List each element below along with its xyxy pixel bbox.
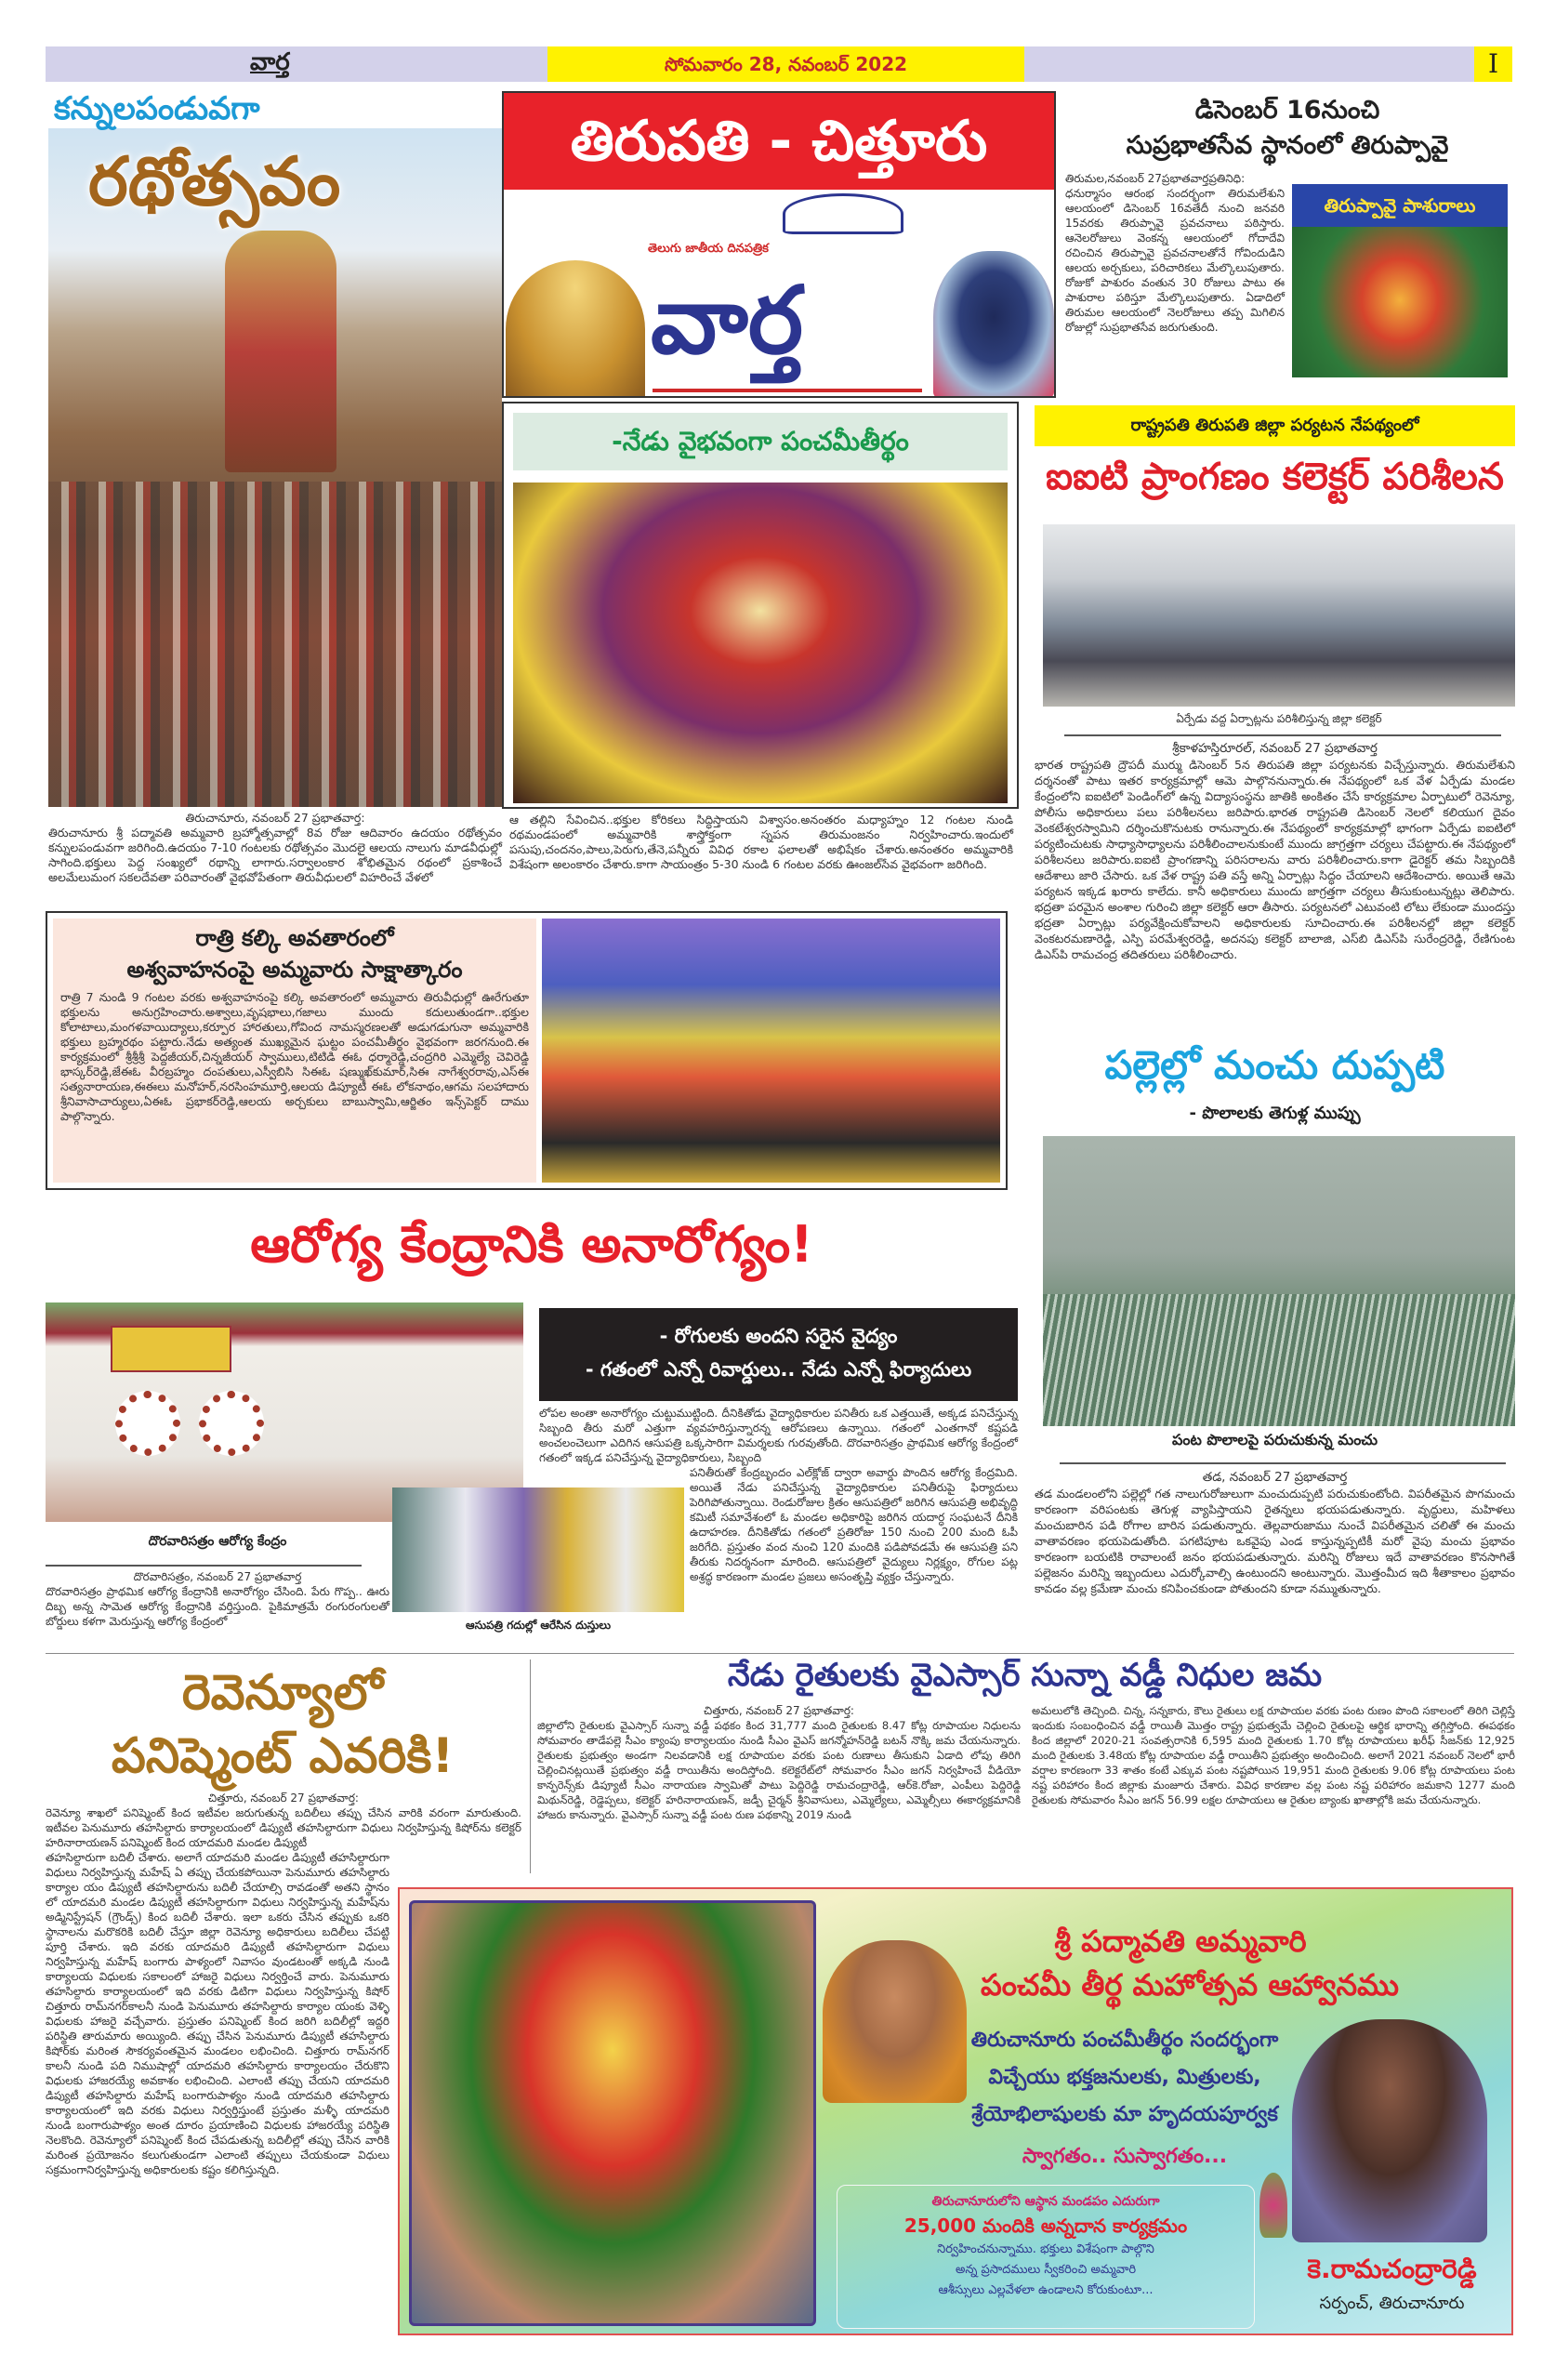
revenue-headline-1: రెవెన్యూలో: [181, 1665, 384, 1721]
rathotsavam-dateline: తిరుచానూరు, నవంబర్ 27 ప్రభాతవార్త:: [185, 811, 365, 825]
tiruppavai-headline-2: సుప్రభాతసేవ స్థానంలో తిరుప్పావై: [1126, 131, 1449, 160]
ad-line-2: విచ్చేయు భక్తజనులకు, మిత్రులకు,: [988, 2066, 1261, 2089]
field-rows: [1043, 1294, 1515, 1426]
arogya-body-right-2: పనితీరుతో కేంద్రబృందం ఎల్‌క్లోజ్ ద్వారా అవార్డు పొందిన ఆరోగ్య కేంద్రమిది. అయితే నేడు పనిచేస్తున్న వైద్యాధికారుల పనితీరుపై ఫిర్యాదులు పెరిగిపోతున్నాయి. రెండురోజుల క్రితం ఆసుపత్రిలో జరిగిన ఆసుపత్రి అభివృద్ధి కమిటీ సమావేశంలో ఓ మండల అధికారిపై జరిగిన యదార్ధ సంఘటనే దీనికి ఉదాహరణ. దీనికితోడు గతంలో ప్రతిరోజు 150 నుంచి 200 మంది ఓపీ జరిగేది. ప్రస్తుతం వంద నుంచి 120 మందికి పడిపోవడమే ఈ ఆసుపత్రి పని తీరుకు నిదర్శనంగా మారింది. ఆసుపత్రిలో వైద్యులు నిర్లక్ష్యం, రోగుల పట్ల అశ్రద్ధ కారణంగా మండల ప్రజలు అసంతృప్తి వ్యక్తం చేస్తున్నారు.: [690, 1466, 1018, 1583]
section-divider: [46, 1653, 1514, 1654]
manchu-rule: [1060, 1462, 1506, 1464]
edition-title: తిరుపతి - చిత్తూరు: [570, 109, 988, 174]
panchami-headline-bar: [513, 413, 1008, 470]
arogya-caption-2: ఆసుపత్రి గదుల్లో ఆరేసిన దుస్తులు: [466, 1619, 611, 1632]
iit-text: [1035, 740, 1515, 962]
masthead-logo: వార్త: [651, 266, 804, 375]
manchu-subhead: - పొలాలకు తెగుళ్ల ముప్పు: [1189, 1104, 1361, 1123]
kalki-procession-photo: [542, 919, 1000, 1183]
paper-logo-small: వార్త: [250, 48, 290, 76]
column-divider: [530, 1659, 531, 1873]
page-number-box: [1474, 46, 1512, 82]
rathotsavam-kicker: కన్నులపండువగా: [54, 90, 260, 127]
iit-caption: ఏర్పేడు వద్ద ఏర్పాట్లను పరిశీలిస్తున్న జిల్లా కలెక్టర్: [1176, 712, 1382, 725]
panchami-box: [502, 402, 1019, 809]
rythu-body-2: అమలులోకి తెచ్చింది. చిన్న, సన్నకారు, కౌలు రైతులు లక్ష రూపాయల వరకు పంట రుణం పొంది సకాలంలో తిరిగి చెల్లిస్తే ఇందుకు సంబంధించిన వడ్డీ రాయితీ మొత్తం రాష్ట్ర ప్రభుత్వమే చెల్లించి రైతులపై ఆర్థిక భారాన్ని తగ్గిస్తోంది. ఈపథకం కింద జిల్లాలో 2020-21 సంవత్సరానికి 6,595 మంది రైతులకు 1.70 కోట్ల రూపాయలు ఖరీఫ్ సీజన్‌కు 12,925 మంది రైతులకు 3.48య కోట్ల రూపాయల వడ్డీ రాయితీని ప్రభుత్వం అందించింది. అలాగే 2021 నవంబర్ నెలలో భారీ వర్షాల కారణంగా 33 శాతం కంటే ఎక్కువ పంట నష్టపోయిన 19,951 మంది రైతులకు 9.06 కోట్ల రూపాయలు పంట నష్ట పరిహారం కింద జిల్లాకు మంజూరు చేశారు. వివిధ కారణాల వల్ల పంట నష్ట పరిహారం జమకాని 1277 మంది రైతులకు సోమవారం సీఎం జగన్ 56.99 లక్షల రూపాయలు ఆ రైతుల బ్యాంకు ఖాతాల్లోకి జమ చేయనున్నారు.: [1032, 1704, 1515, 1806]
arogya-subhead-box: [539, 1308, 1018, 1401]
ad-deity-photo: [409, 1900, 816, 2326]
tiruppavai-text: [1065, 171, 1285, 335]
ad-box-line-2: 25,000 మందికి అన్నదాన కార్యక్రమం: [903, 2215, 1188, 2237]
issue-date: సోమవారం 28, నవంబర్ 2022: [664, 53, 908, 75]
arogya-box-line-2: - గతంలో ఎన్నో రివార్డులు.. నేడు ఎన్నో ఫిర్యాదులు: [585, 1358, 972, 1381]
ad-annadanam-box: [837, 2185, 1255, 2329]
revenue-headline-2: పనిష్మెంట్ ఎవరికి!: [111, 1728, 455, 1784]
rathotsavam-photo: [48, 128, 502, 807]
edition-band: [504, 93, 1054, 190]
wall-mural: [199, 1391, 264, 1456]
rathotsavam-text: [48, 811, 502, 885]
iit-kicker-bar: [1035, 405, 1515, 446]
kalki-box: [46, 911, 1008, 1190]
iit-headline: ఐఐటి ప్రాంగణం కలెక్టర్ పరిశీలన: [1046, 456, 1504, 498]
kalki-headline-1: రాత్రి కల్కి అవతారంలో: [195, 925, 394, 951]
tiruppavai-image-banner: [1292, 184, 1508, 227]
manchu-text: [1035, 1469, 1515, 1596]
ad-title-1: శ్రీ పద్మావతి అమ్మవారి: [1054, 1924, 1307, 1959]
rathotsavam-body: తిరుచానూరు శ్రీ పద్మావతి అమ్మవారి బ్రహ్మోత్సవాల్లో 8వ రోజు ఆదివారం ఉదయం రథోత్సవం కన్నులపండువగా జరిగింది.ఉదయం 7-10 గంటలకు రథోత్సవం మొదలై ఆలయ నాలుగు మాడవీధుల్లో సాగింది.భక్తులు పెద్ద సంఖ్యలో రథాన్ని లాగారు.సర్వాలంకార శోభితమైన రథంలో ప్రకాశించే అలమేలుమంగ సకలదేవతా పరివారంతో వైభవోపేతంగా తిరువీధులలో విహరించే వేళలో: [48, 826, 502, 884]
arogya-box-line-1: - రోగులకు అందని సరైన వైద్యం: [659, 1325, 898, 1347]
iit-dateline: శ్రీకాళహస్తిరూరల్, నవంబర్ 27 ప్రభాతవార్త: [1172, 741, 1378, 756]
ad-box-line-4: అన్న ప్రసాదములు స్వీకరించి అమ్మవారి: [955, 2263, 1137, 2277]
manchu-caption: పంట పొలాలపై పరుచుకున్న మంచు: [1171, 1431, 1378, 1448]
tiruppavai-headline-1: డిసెంబర్ 16నుంచి: [1194, 96, 1380, 125]
rythu-headline: నేడు రైతులకు వైఎస్సార్ సున్నా వడ్డీ నిధుల జమ: [727, 1657, 1323, 1694]
signboard: [111, 1326, 231, 1372]
revenue-body-2: తహసిల్దారుగా బదిలీ చేశారు. అలాగే యాదమరి మండల డిప్యుటీ తహసిల్దారుగా విధులు నిర్వహిస్తున్న మహేష్ ఏ తప్పు చేయకపోయినా పెనుమూరు తహసిల్దారు కార్యాల యం డిప్యుటీ తహసిల్దారును బదిలీ చేయాల్సి రావడంతో అతని స్థానం లో యాదమరి మండల డిప్యుటీ తహసిల్దారుగా విధులు నిర్వహిస్తున్న మహేష్‌ను అడ్మినిస్ట్రేషన్ (గ్రౌండ్స్) కింద బదిలీ చేశారు. ఇలా ఒకరు చేసిన తప్పుకు ఒకరి స్థానాలను మరొకరికి బదిలీ చేస్తూ జిల్లా రెవెన్యూ అధికారులు బదిలీలు చేపట్టి పూర్తి చేశారు. ఇది వరకు యాదమరి డిప్యుటీ తహసిల్దారుగా విధులు నిర్వహిస్తున్న మహేష్ బంగారు పాళ్యంలో నివాసం వుండటంతో అక్కడి నుండి కార్యాలయ విధులకు సకాలంలో హాజరై విధులు నిర్వర్తించే వారు. పెనుమూరు తహసిల్దారు కార్యాలయంలో ఇది వరకు డిటిగా విధులు నిర్వహిస్తున్న కిషోర్ చిత్తూరు రామ్‌నగర్‌కాలనీ నుండి పెనుమూరు తహసిల్దారు కార్యాల యంకు వెళ్ళి విధులకు హాజరై వచ్చేవారు. ప్రస్తుతం పనిష్మెంట్ కింద జరిగి బదిలీల్లో ఇద్దరి పరిస్థితి తారుమారు అయ్యింది. తప్పు చేసిన పెనుమూరు డిప్యుటీ తహసిల్దారు కిషోర్‌కు మరింత సౌకర్యవంతమైన మండలం లభించింది. చిత్తూరు రామ్‌నగర్ కాలనీ నుండి పది నిముషాల్లో యాదమరి తహసిల్దారు కార్యాలయం చేరుకొని విధులకు హాజరయ్యే అవకాశం లభించింది. ఎలాంటి తప్పు చేయని యాదమరి డిప్యుటీ తహసిల్దారు మహేష్ బంగారుపాళ్యం నుండి యాదమరి తహసిల్దారు కార్యాలయంలో ఇది వరకు విధులు నిర్వర్తిస్తుంటే ప్రస్తుతం మళ్ళీ యాదమరి నుండి బంగారుపాళ్యం అంత దూరం ప్రయాణించి విధులకు హాజరయ్యే పరిస్థితి నెలకొంది. రెవెన్యూలో పనిష్మెంట్ కింద చేపడుతున్న బదిలీల్లో తప్పు చేసిన వారికి మరింత ప్రయోజనం కలుగుతుండగా ఎలాంటి తప్పులు చేయకుండా విధులు సక్రమంగానిర్వహిస్తున్న అధికారులకు కష్టం కలిగిస్తున్నది.: [46, 1851, 389, 2176]
arogya-left-text: [46, 1569, 389, 1629]
iit-rule: [1064, 734, 1501, 736]
panchami-invitation-ad: [398, 1887, 1513, 2335]
tiruppavai-dateline: తిరుమల,నవంబర్ 27ప్రభాతవార్తప్రతినిధి:: [1065, 172, 1246, 185]
ad-box-line-1: తిరుచానూరులోని ఆస్థాన మండపం ఎదురుగా: [931, 2194, 1160, 2209]
ad-line-3: శ్రేయోభిలాషులకు మా హృదయపూర్వక: [971, 2103, 1278, 2126]
tiruppavai-image-title: తిరుప్పావై పాశురాలు: [1324, 194, 1476, 217]
logo-underline: [653, 389, 922, 392]
deity-image: [933, 251, 1054, 398]
manchu-dateline: తడ, నవంబర్ 27 ప్రభాతవార్త: [1202, 1470, 1348, 1485]
temple-gopuram-image: [506, 260, 645, 398]
ad-sponsor-designation: సర్పంచ్, తిరుచానూరు: [1319, 2294, 1465, 2313]
arogya-right-text: [539, 1406, 1018, 1584]
ad-portrait-right: [1292, 2019, 1487, 2242]
iit-inspection-photo: [1043, 524, 1515, 707]
crowd-shape: [48, 482, 502, 807]
chariot-shape: [225, 231, 336, 472]
rathotsavam-headline: రథోత్సవం: [88, 142, 341, 220]
dove-icon: [783, 193, 903, 234]
arogya-caption-1: దొరవారిసత్రం ఆరోగ్య కేంద్రం: [148, 1534, 287, 1549]
ad-sponsor-name: కె.రామచంద్రారెడ్డి: [1307, 2254, 1477, 2284]
kalki-headline-2: అశ్వవాహనంపై అమ్మవారు సాక్షాత్కారం: [126, 956, 463, 983]
rythu-body-1: జిల్లాలోని రైతులకు వైఎస్సార్ సున్నా వడ్డీ పథకం కింద 31,777 మంది రైతులకు 8.47 కోట్ల రూపాయల నిధులను సోమవారం తాడేపల్లె సీఎం క్యాంపు కార్యాలయం నుండి సీఎం వైఎస్ జగన్మోహన్‌రెడ్డి బటన్ నొక్కి జమ చేయనున్నారు. రైతులకు ప్రభుత్వం అండగా నిలవడానికి లక్ష రూపాయల వరకు పంట రుణాలు తీసుకుని ఏడాది లోపు తిరిగి చెల్లించినట్లయితే ప్రభుత్వం వడ్డీ రాయితీను అందిస్తోంది. కలెక్టరేట్‌లో సోమవారం సీఎం జగన్ నిర్వహించే వీడియో కాన్ఫరెన్స్‌కు డిప్యూటీ సీఎం నారాయణ స్వామితో పాటు పెద్దిరెడ్డి రామచంద్రారెడ్డి, ఆర్‌కె.రోజా, ఎంపీలు పెద్దిరెడ్డి మిథున్‌రెడ్డి, రెడ్డెప్పలు, కలెక్టర్ హరినారాయణన్, జడ్పీ చైర్మన్ శ్రీనివాసులు, ఎమ్మెల్యేలు, ఎమ్మెల్సీలు ఈకార్యక్రమానికి హాజరు కానున్నారు. వైఎస్సార్ సున్నా వడ్డీ పంట రుణ పథకాన్ని 2019 నుండి: [537, 1719, 1021, 1821]
arogya-rule-left: [46, 1565, 362, 1567]
flower-bouquet-icon: [1259, 2173, 1287, 2238]
arogya-body-right-1: లోపల అంతా అనారోగ్యం చుట్టుముట్టింది. దీనికితోడు వైద్యాధికారుల పనితీరు ఒక ఎత్తయితే, అక్కడ పనిచేస్తున్న సిబ్బంది తీరు మరో ఎత్తుగా వ్యవహరిస్తున్నారన్న ఆరోపణలు ఉన్నాయి. గతంలో ఎంతగానో కష్టపడి అంచలంచెలుగా ఎదిగిన ఆసుపత్రి ఒక్కసారిగా విమర్శలకు గురవుతోంది. దొరవారిసత్రం ప్రాథమిక ఆరోగ్య కేంద్రంలో గతంలో ఇక్కడ పనిచేస్తున్న వైద్యాధికారులు, సిబ్బంది: [539, 1407, 1018, 1464]
rythu-col-1: [537, 1703, 1021, 1822]
ad-portrait-left: [823, 1940, 967, 2103]
masthead-box: [502, 91, 1056, 398]
rythu-dateline: చిత్తూరు, నవంబర్ 27 ప్రభాతవార్త:: [704, 1704, 854, 1717]
ad-welcome: స్వాగతం.. సుస్వాగతం...: [1022, 2145, 1228, 2168]
ad-box-line-3: నిర్వహించనున్నాము. భక్తులు విశేషంగా పాల్గొని: [937, 2242, 1154, 2256]
tiruppavai-image: [1292, 184, 1508, 377]
top-bar: [46, 46, 1512, 82]
ad-line-1: తిరుచానూరు పంచమీతీర్థం సందర్భంగా: [970, 2029, 1279, 2052]
iit-body: భారత రాష్ట్రపతి ద్రౌపదీ ముర్ము డిసెంబర్ 5న తిరుపతి జిల్లా పర్యటనకు విచ్చేస్తున్నారు. తిరుమలేశుని దర్శనంతో పాటు ఇతర కార్యక్రమాల్లో ఆమె పాల్గొననున్నారు.ఈ నేపథ్యంలో ఒక వేళ ఏర్పేడు మండల కేంద్రంలోని ఐఐటిలో పెండింగ్‌లో ఉన్న విద్యాసంస్థను జాతికి అంకితం చేసే కార్యక్రమాల ఏర్పాటులో రెవెన్యూ, పోలీసు అధికారులు పలు పరిశీలనలు జరిపారు.భారత రాష్ట్రపతి డిసెంబర్ నెలలో కలియుగ దైవం వెంకటేశ్వరస్వామిని దర్శించుకొనుటకు రానున్నారు.ఈ నేపథ్యంలో కార్యక్రమాల్లో భాగంగా ఏర్పేడు ఐఐటిలో పర్యటించుటకు సాధ్యాసాధ్యాలను పరిశీలించాలనుకుంటే ముందు జాగ్రత్తగా చర్యలు చేపట్టారు.ఈ నేపథ్యంలో పరిశీలనలు జరిపారు.ఐఐటి ప్రాంగణాన్ని పరిసరాలను వారు పరిశీలించారు.కాగా డైరెక్టర్ తమ సిబ్బందికి ఆదేశాలు జారి చేసారు. ఒక వేళ రాష్ట్ర పతి వస్తే అన్ని ఏర్పాట్లు సిద్ధం చేయాలని ఆదేశించారు. అయితే ఆమె పర్యటన ఇక్కడ ఖరారు కాలేదు. కానీ అధికారులు ముందు జాగ్రత్తగా చర్యలు తీసుకుంటున్నట్లు తెలిపారు. భద్రతా పరమైన అంశాల గురించి జిల్లా కలెక్టర్ ఆరా తీసారు. పర్యటనలో ఎటువంటి లోటు లేకుండా ముందస్తు భద్రతా ఏర్పాట్లు పర్యవేక్షించుకోవాలని అధికారులకు సూచించారు.ఈ పరిశీలనల్లో జిల్లా కలెక్టర్ వెంకటరమణారెడ్డి, ఎస్పి పరమేశ్వరరెడ్డి, అదనపు కలెక్టర్ బాలాజి, ఎస్‌బి డిఎస్‌పి సురేంద్రరెడ్డి, రేణిగుంట డిఎస్‌పి రామచంద్ర తదితరులు పరిశీలించారు.: [1035, 758, 1515, 961]
panchami-deity-photo: [513, 483, 1008, 803]
arogya-dateline: దొరవారిసత్రం, నవంబర్ 27 ప్రభాతవార్త: [133, 1570, 302, 1583]
arogya-body-left: దొరవారిసత్రం ప్రాథమిక ఆరోగ్య కేంద్రానికి అనారోగ్యం చేసింది. పేరు గొప్ప.. ఊరు దిబ్బ అన్న సామెత ఆరోగ్య కేంద్రానికి వర్తిస్తుంది. పైకిమాత్రమే రంగురంగులతో బోర్డులు కళగా మెరుస్తున్న ఆరోగ్య కేంద్రంలో: [46, 1585, 389, 1628]
page-number: I: [1487, 48, 1499, 79]
revenue-dateline: చిత్తూరు, నవంబర్ 27 ప్రభాతవార్త:: [208, 1792, 359, 1805]
manchu-headline: పల్లెల్లో మంచు దుప్పటి: [1104, 1042, 1445, 1088]
kalki-body: రాత్రి 7 నుండి 9 గంటల వరకు అశ్వవాహనంపై కల్కి అవతారంలో అమ్మవారు తిరువీధుల్లో ఊరేగుతూ భక్తులను అనుగ్రహించారు.అశ్వాలు,వృషభాలు,గజాలు ముందు కదులుతుండగా..భక్తుల కోలాటాలు,మంగళవాయిద్యాలు,కర్పూర హారతులు,గోవింద నామస్మరణలతో అడుగడుగునా అమ్మవారికి భక్తులు బ్రహ్మరథం పట్టారు.నేడు అత్యంత ముఖ్యమైన ఘట్టం పంచమీతీర్థం వైభవంగా జరగనుంది.ఈ కార్యక్రమంలో శ్రీశ్రీశ్రీ పెద్దజీయర్,చిన్నజీయర్ స్వాములు,టిటిడి ఈఓ ధర్మారెడ్డి,చంద్రగిరి ఎమ్మెల్యే చెవిరెడ్డి భాస్కర్‌రెడ్డి,జేఈఓ వీరబ్రహ్మం దంపతులు,ఎస్వీబిసి సిఈఓ షణ్ముఖ్‌కుమార్,సిఈ నాగేశ్వరరావు,ఎస్ఈ సత్యనారాయణ,ఈఈలు మనోహర్,నరసింహమూర్తి,ఆలయ డిప్యూటీ ఈఓ లోకనాథం,ఆగమ సలహాదారు శ్రీనివాసాచార్యులు,ఏఈఓ ప్రభాకర్‌రెడ్డి,ఆలయ అర్చకులు బాబుస్వామి,ఆర్జితం ఇన్స్‌పెక్టర్ దాము పాల్గొన్నారు.: [60, 990, 529, 1124]
masthead-tagline: తెలుగు జాతీయ దినపత్రిక: [648, 242, 769, 256]
wall-mural: [115, 1391, 180, 1456]
ad-title-2: పంచమీ తీర్థ మహోత్సవ ఆహ్వానము: [981, 1967, 1399, 2003]
panchami-body: ఆ తల్లిని సేవించిన..భక్తుల కోరికలు సిద్ధిస్తాయని విశ్వాసం.అనంతరం మధ్యాహ్నం 12 గంటల నుండి రథమండపంలో అమ్మవారికి శాస్త్రోక్తంగా స్నపన తిరుమంజనం నిర్వహించారు.ఇందులో పసుపు,చందనం,పాలు,పెరుగు,తేనె,పన్నీరు వివిధ రకాల ఫలాలతో అభిషేకం చేశారు.అనంతరం అమ్మవారికి విశేషంగా అలంకారం చేశారు.కాగా సాయంత్రం 5-30 నుండి 6 గంటల వరకు ఊంజల్‌సేవ వైభవంగా జరిగింది.: [509, 813, 1013, 871]
manchu-body: తడ మండలంలోని పల్లెల్లో గత నాలుగురోజులుగా మంచుదుప్పటి పరుచుకుంటోంది. విపరీతమైన పొగమంచు కారణంగా వరిపంటకు తెగుళ్ల వ్యాపిస్తాయని రైతన్నలు భయపడుతున్నారు. వృద్ధులు, మహిళలు మంచుబారిన పడి రోగాల బారిన పడుతున్నారు. తెల్లవారుజాము నుంచే విపరీతమైన చలితో ఈ మంచు వాతావరణం భయపెడుతోంది. పగటిపూట ఒకవైపు ఎండ కాస్తున్నప్పటికీ మరో వైపు మంచు ప్రభావం కారణంగా బయటికి రావాలంటే జనం భయపడుతున్నారు. మరిన్ని రోజులు ఇదే వాతావరణం కొనసాగితే పల్లెజనం మరిన్ని ఇబ్బందులు ఎదుర్కోవాల్సి ఉంటుందని అంటున్నారు. మొత్తంమీద ఇది శీతాకాలం ప్రభావం కావడం వల్ల క్రమేణా మంచు కనిపించకుండా పోతుందని కూడా నమ్ముతున్నారు.: [1035, 1487, 1515, 1595]
revenue-body-1: రెవెన్యూ శాఖలో పనిష్మెంట్ కింద ఇటీవల జరుగుతున్న బదిలీలు తప్పు చేసిన వారికి వరంగా మారుతుంది. ఇటీవల పెనుమూరు తహసిల్దారు కార్యాలయంలో డిప్యుటీ తహసిల్దారుగా విధులు నిర్వహిస్తున్న కిషోర్‌ను కలెక్టర్ హరినారాయణన్ పనిష్మెంట్ కింద యాదమరి మండల డిప్యుటీ: [46, 1806, 521, 1849]
panchami-headline: -నేడు వైభవంగా పంచమీతీర్థం: [612, 426, 909, 456]
iit-kicker: రాష్ట్రపతి తిరుపతి జిల్లా పర్యటన నేపథ్యంలో: [1130, 416, 1419, 435]
arogya-headline: ఆరోగ్య కేంద్రానికి అనారోగ్యం!: [250, 1215, 813, 1274]
date-box: [547, 46, 1024, 82]
ad-box-line-5: ఆశీస్సులు ఎల్లవేళలా ఉండాలని కోరుకుంటూ...: [938, 2283, 1154, 2297]
tiruppavai-body: ధనుర్మాసం ఆరంభ సందర్భంగా తిరుమలేశుని ఆలయంలో డిసెంబర్ 16వతేదీ నుంచి జనవరి 15వరకు తిరుప్పావై ప్రవచనాలు పఠిస్తారు. ఆనెలరోజులు వెంకన్న ఆలయంలో గోదాదేవి రచించిన తిరుప్పావై ప్రవచనాలతోనే గోవిందుడిని ఆలయ అర్చకులు, పరిచారికలు మేల్కొలుపుతారు. రోజుకో పాశురం వంతున 30 రోజులు పాటు ఈ పాశురాల పఠిస్తూ మేల్కొలుపుతారు. ఏడాదిలో తిరుమల ఆలయంలో నెలరోజులు తప్ప మిగిలిన రోజుల్లో సుప్రభాతసేవ జరుగుతుంది.: [1065, 187, 1285, 334]
kalki-text-panel: [53, 919, 536, 1183]
manchu-field-photo: [1043, 1136, 1515, 1426]
